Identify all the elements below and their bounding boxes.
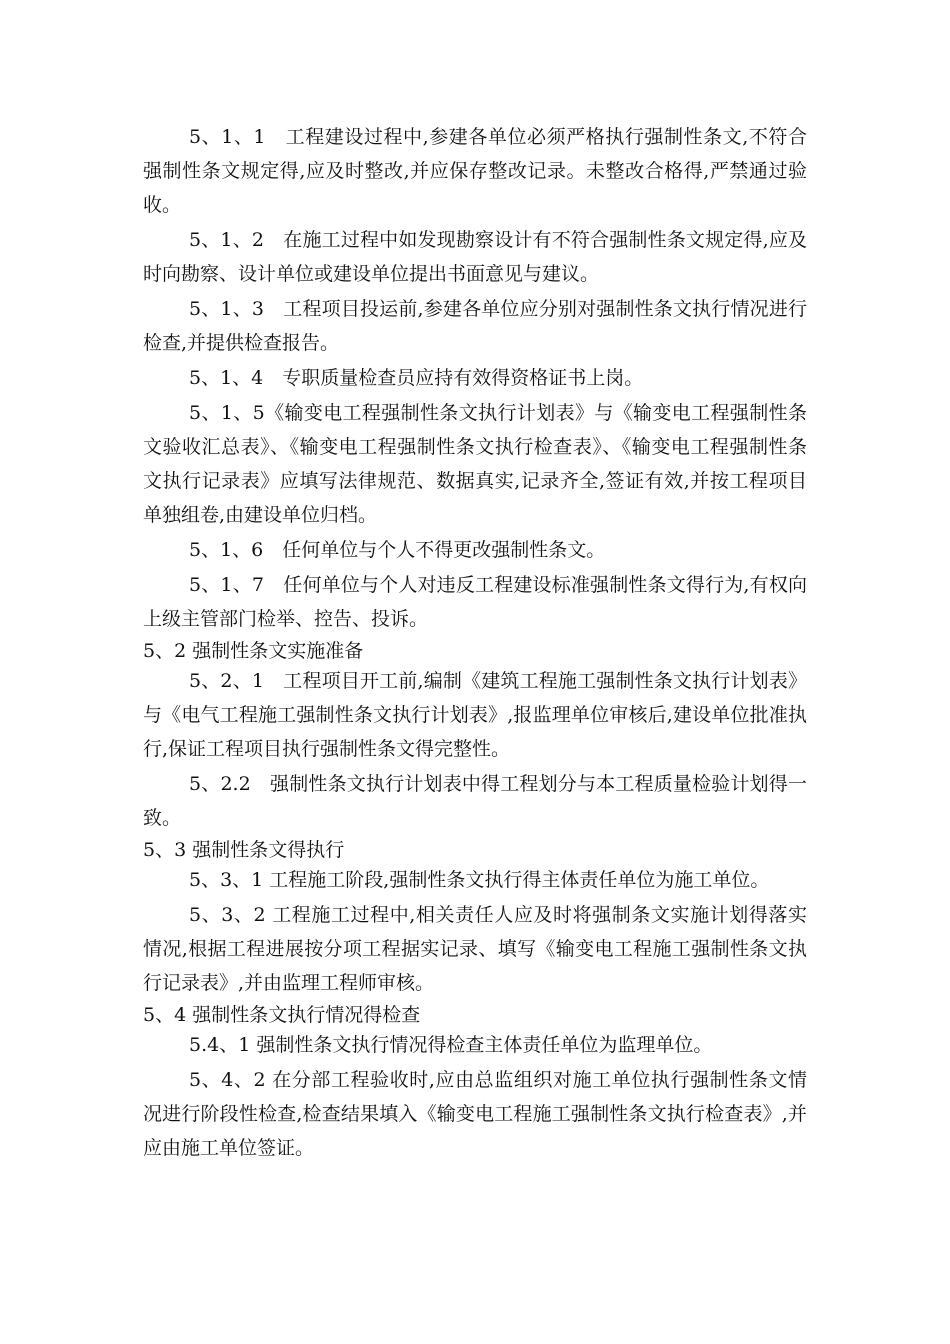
clause-5-4-2: 5、4、2 在分部工程验收时,应由总监组织对施工单位执行强制性条文情况进行阶段性检查,检查结果填入《输变电工程施工强制性条文执行检查表》,并应由施工单位签证。 <box>143 1069 807 1159</box>
clause-5-1-1: 5、1、1 工程建设过程中,参建各单位必须严格执行强制性条文,不符合强制性条文规定得,应及时整改,并应保存整改记录。未整改合格得,严禁通过验收。 <box>143 126 807 216</box>
clause-5-3-2: 5、3、2 工程施工过程中,相关责任人应及时将强制条文实施计划得落实情况,根据工程进展按分项工程据实记录、填写《输变电工程施工强制性条文执行记录表》,并由监理工程师审核。 <box>143 904 807 994</box>
clause-5-1-2: 5、1、2 在施工过程中如发现勘察设计有不符合强制性条文规定得,应及时向勘察、设计单位或建设单位提出书面意见与建议。 <box>143 229 807 285</box>
clause-5-3-1: 5、3、1 工程施工阶段,强制性条文执行得主体责任单位为施工单位。 <box>189 869 770 891</box>
section-heading-5-2: 5、2 强制性条文实施准备 <box>143 640 364 662</box>
clause-5-1-4: 5、1、4 专职质量检查员应持有效得资格证书上岗。 <box>189 367 644 389</box>
section-heading-5-4: 5、4 强制性条文执行情况得检查 <box>143 1004 421 1026</box>
clause-5-1-5: 5、1、5《输变电工程强制性条文执行计划表》与《输变电工程强制性条文验收汇总表》、《输变电工程强制性条文执行检查表》、《输变电工程强制性条文执行记录表》应填写法律规范、数据真实,记录齐全,签证有效,并按工程项目单独组卷,由建设单位归档。 <box>143 402 807 526</box>
section-heading-5-3: 5、3 强制性条文得执行 <box>143 839 345 861</box>
clause-5-1-3: 5、1、3 工程项目投运前,参建各单位应分别对强制性条文执行情况进行检查,并提供检查报告。 <box>143 298 807 354</box>
clause-5-1-7: 5、1、7 任何单位与个人对违反工程建设标准强制性条文得行为,有权向上级主管部门检举、控告、投诉。 <box>143 574 807 630</box>
document-body <box>143 120 807 1166</box>
clause-5-2-1: 5、2、1 工程项目开工前,编制《建筑工程施工强制性条文执行计划表》与《电气工程施工强制性条文执行计划表》,报监理单位审核后,建设单位批准执行,保证工程项目执行强制性条文得完整性。 <box>143 670 807 760</box>
clause-5-1-6: 5、1、6 任何单位与个人不得更改强制性条文。 <box>189 539 606 561</box>
clause-5-2-2: 5、2.2 强制性条文执行计划表中得工程划分与本工程质量检验计划得一致。 <box>143 773 807 829</box>
clause-5-4-1: 5.4、1 强制性条文执行情况得检查主体责任单位为监理单位。 <box>189 1034 713 1056</box>
